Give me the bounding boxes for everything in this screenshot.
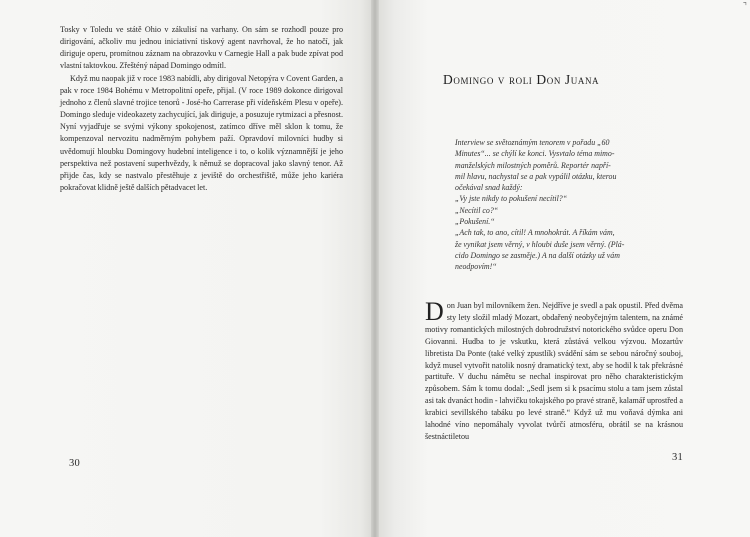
interview-line: očekával snad každý: — [455, 183, 523, 193]
interview-line: Minutes“... se chýlí ke konci. Vysvtalo téma mimo- — [455, 149, 615, 159]
interview-line: mil hlavu, nachystal se a pak vypálil otázku, kterou — [455, 171, 617, 181]
interview-line: neodpovím!“ — [455, 262, 497, 272]
interview-line: „Pokušení.“ — [455, 217, 495, 227]
chapter-title: Domingo v roli Don Juana — [443, 72, 600, 87]
interview-line: že vynikat jsem věrný, v hloubi duše jsem věrný. (Plá- — [455, 239, 625, 249]
interview-line: Interview se světoznámým tenorem v pořadu „60 — [455, 138, 610, 147]
right-page-body — [425, 297, 683, 443]
page-corner-mark: ⌝ — [742, 2, 747, 12]
interview-epigraph — [455, 137, 675, 273]
body-paragraph — [425, 297, 683, 443]
paragraph-1: Tosky v Toledu ve státě Ohio v zákulisí na varhany. On sám se rozhodl pouze pro dirigování, ačkoliv mu jednou iniciativní tiskový agent navrhoval, že ho natočí, jak diriguje operu, promítnou záznam na obrazovku v Carnegie Hall a pak bude zpívat pod vlastní taktovkou. Zřešténý nápad Domingo odmítl. — [60, 25, 343, 71]
interview-line: manželských milostných poměrů. Reportér napří- — [455, 160, 611, 170]
interview-line: „Vy jste nikdy to pokušení necítil?“ — [455, 194, 568, 204]
interview-line: cido Domingo se zasměje.) A na další otázky už vám — [455, 250, 620, 260]
interview-line: „Necítil co?“ — [455, 205, 499, 215]
page-number-right: 31 — [672, 452, 684, 463]
drop-cap: D — [425, 297, 444, 326]
interview-line: „Ach tak, to ano, cítil! A mnohokrát. A říkám vám, — [455, 228, 615, 238]
body-paragraph-text: on Juan byl milovníkem žen. Nejdříve je svedl a pak opustil. Před dvěma sty lety složil mladý Mozart, obdařený neobyčejným talentem, na známé motivy romantických milostných dobrodružství notorického svůdce operu Don Giovanni. Hudba to je vskutku, která zůstává velkou výzvou. Mozartův libretista Da Ponte (také velký zpustlík) svádění sám se sebou náročný souboj, když musel vytvořit natolik nosný dramatický text, aby se hodil k tak překrásné partituře. V duchu námětu se nechal inspirovat pro něho charakteristickým způsobem. Sám k tomu dodal: „Sedl jsem si k psacímu stolu a tam jsem zůstal asi tak dvanáct hodin - lahvičku tokajského po pravé straně, kalamář uprostřed a krabici sevillského tabáku po levé straně.“ Když už mu voňavá dýmka ani lahodné víno nepomáhaly vyvolat tvůrčí atmosféru, obrátil se na krásnou šestnáctiletou — [425, 301, 683, 441]
paragraph-2: Když mu naopak již v roce 1983 nabídli, aby dirigoval Netopýra v Covent Garden, a pak v roce 1984 Bohému v Metropolitní opeře, přijal. (V roce 1989 dokonce dirigoval jednoho z členů slavné trojice tenorů - José-ho Carrerase při vídeňském Plesu v opeře). Domingo sleduje videokazety zachycující, jak diriguje, a posuzuje rytmizaci a přesnost. Nyní vyjadřuje se svými výkony spokojenost, zatímco dříve měl sklon k tomu, že kompenzoval nervozitu nadměrným pohybem paží. Opravdoví milovníci hudby si uvědomují hloubku Domingovy hudební inteligence i to, o kolik významnější je jeho perspektiva než postavení superhvězdy, k němuž se dopracoval jako slavný tenor. Až přijde čas, kdy se nastvalo přestěhuje z jeviště do orchestřiště, může jeho kariéra pokračovat klidně ještě dalších pětadvacet let. — [60, 73, 343, 193]
page-number-left: 30 — [69, 458, 81, 469]
book-gutter — [371, 0, 379, 537]
left-page-text — [60, 24, 343, 194]
